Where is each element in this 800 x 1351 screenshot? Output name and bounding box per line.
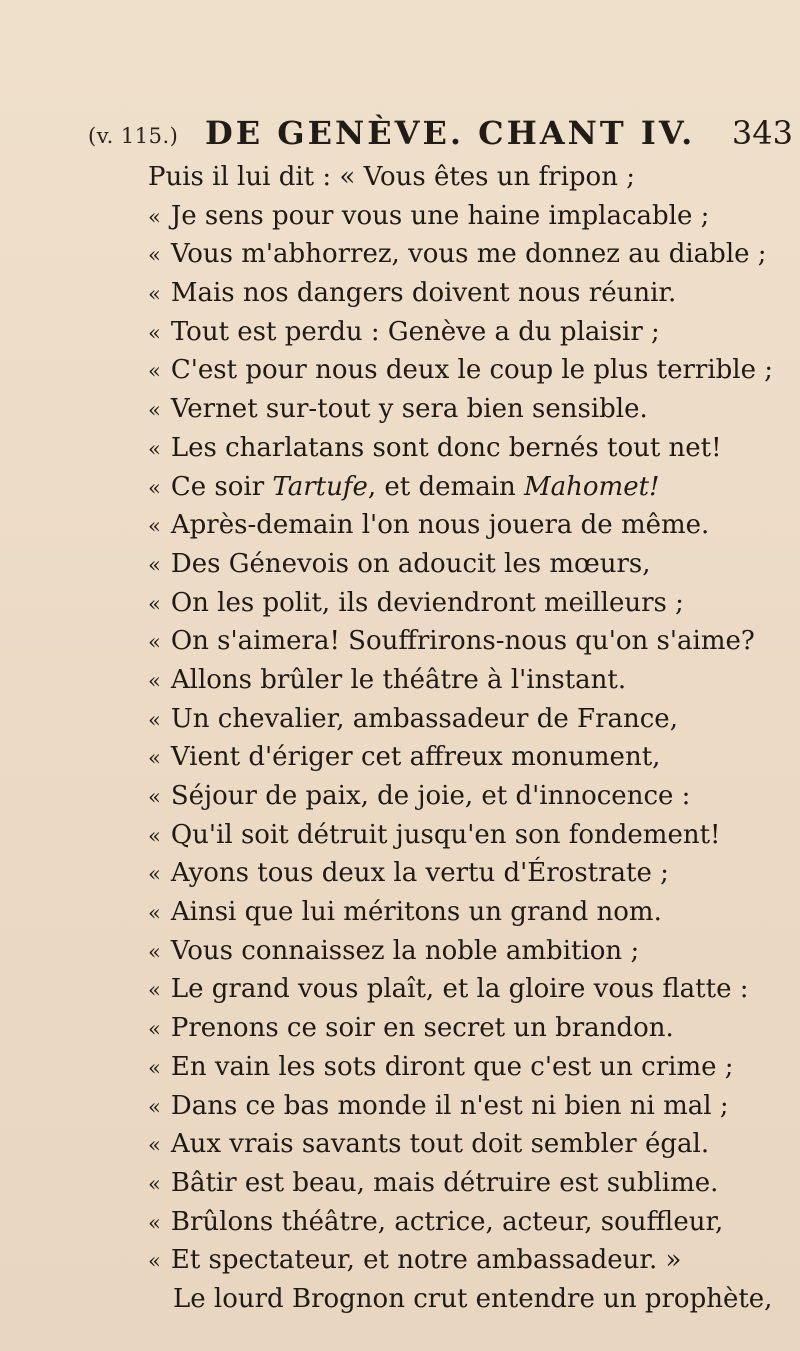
verse-line-12: « On les polit, ils deviendront meilleurs ;	[148, 587, 684, 618]
verse-line-8: « Les charlatans sont donc bernés tout net!	[148, 432, 722, 463]
verse-line-22: « Le grand vous plaît, et la gloire vous flatte :	[148, 974, 749, 1005]
verse-line-1: Puis il lui dit : « Vous êtes un fripon ;	[148, 162, 635, 192]
verse-line-14: « Allons brûler le théâtre à l'instant.	[148, 664, 627, 695]
opening-quote: «	[148, 1171, 161, 1196]
opening-quote: «	[148, 204, 161, 229]
opening-quote: «	[148, 1017, 161, 1042]
opening-quote: «	[148, 707, 161, 732]
verse-line-17: « Séjour de paix, de joie, et d'innocence :	[148, 781, 691, 811]
opening-quote: «	[148, 282, 161, 307]
verse-line-26: « Aux vrais savants tout doit sembler égal.	[148, 1129, 710, 1160]
opening-quote: «	[148, 746, 161, 771]
verse-line-30: Le lourd Brognon crut entendre un prophète,	[173, 1283, 773, 1314]
verse-line-28: « Brûlons théâtre, actrice, acteur, souffleur,	[148, 1206, 724, 1237]
opening-quote: «	[148, 939, 161, 964]
poem-text	[148, 158, 788, 1319]
opening-quote: «	[148, 785, 161, 809]
opening-quote: «	[148, 901, 161, 926]
opening-quote: «	[148, 978, 161, 1003]
opening-quote: «	[148, 1249, 161, 1274]
running-header	[88, 114, 793, 154]
verse-line-23: « Prenons ce soir en secret un brandon.	[148, 1013, 674, 1044]
verse-line-5: « Tout est perdu : Genève a du plaisir ;	[148, 316, 660, 347]
verse-line-19: « Ayons tous deux la vertu d'Érostrate ;	[148, 858, 669, 889]
verse-line-2: « Je sens pour vous une haine implacable ;	[148, 200, 710, 231]
verse-line-20: « Ainsi que lui méritons un grand nom.	[148, 897, 662, 928]
verse-line-18: « Qu'il soit détruit jusqu'en son fondement!	[148, 819, 721, 850]
verse-line-4: « Mais nos dangers doivent nous réunir.	[148, 278, 677, 309]
opening-quote: «	[148, 1210, 161, 1235]
opening-quote: «	[148, 514, 161, 539]
opening-quote: «	[148, 320, 161, 345]
verse-line-16: « Vient d'ériger cet affreux monument,	[148, 742, 661, 773]
play-title-mahomet: Mahomet!	[524, 471, 660, 502]
opening-quote: «	[148, 1094, 161, 1119]
verse-reference: (v. 115.)	[88, 124, 179, 148]
page-title: DE GENÈVE. CHANT IV.	[205, 114, 696, 152]
verse-line-6: « C'est pour nous deux le coup le plus terrible ;	[148, 355, 774, 386]
verse-line-7: « Vernet sur-tout y sera bien sensible.	[148, 394, 648, 425]
verse-line-3: « Vous m'abhorrez, vous me donnez au diable ;	[148, 239, 767, 270]
opening-quote: «	[148, 668, 161, 693]
verse-line-13: « On s'aimera! Souffrirons-nous qu'on s'aime?	[148, 626, 755, 657]
opening-quote: «	[148, 591, 161, 616]
verse-line-11: « Des Génevois on adoucit les mœurs,	[148, 548, 651, 579]
page-number: 343	[731, 114, 793, 152]
verse-line-24: « En vain les sots diront que c'est un crime ;	[148, 1051, 734, 1082]
verse-line-21: « Vous connaissez la noble ambition ;	[148, 935, 640, 966]
verse-line-9: « Ce soir Tartufe, et demain Mahomet!	[148, 471, 660, 502]
opening-quote: «	[148, 359, 161, 384]
opening-quote: «	[148, 398, 161, 423]
opening-quote: «	[148, 243, 161, 268]
verse-line-27: « Bâtir est beau, mais détruire est sublime.	[148, 1167, 719, 1198]
opening-quote: «	[148, 552, 161, 577]
verse-line-10: « Après-demain l'on nous jouera de même.	[148, 510, 710, 541]
opening-quote: «	[148, 436, 161, 461]
opening-quote: «	[148, 1133, 161, 1158]
opening-quote: «	[148, 630, 161, 655]
opening-quote: «	[148, 1055, 161, 1080]
verse-line-25: « Dans ce bas monde il n'est ni bien ni mal ;	[148, 1090, 729, 1121]
opening-quote: «	[148, 475, 161, 500]
verse-line-29: « Et spectateur, et notre ambassadeur. »	[148, 1245, 682, 1276]
play-title-tartufe: Tartufe	[272, 471, 368, 502]
opening-quote: «	[148, 823, 161, 848]
opening-quote: «	[148, 862, 161, 887]
verse-line-15: « Un chevalier, ambassadeur de France,	[148, 703, 678, 734]
